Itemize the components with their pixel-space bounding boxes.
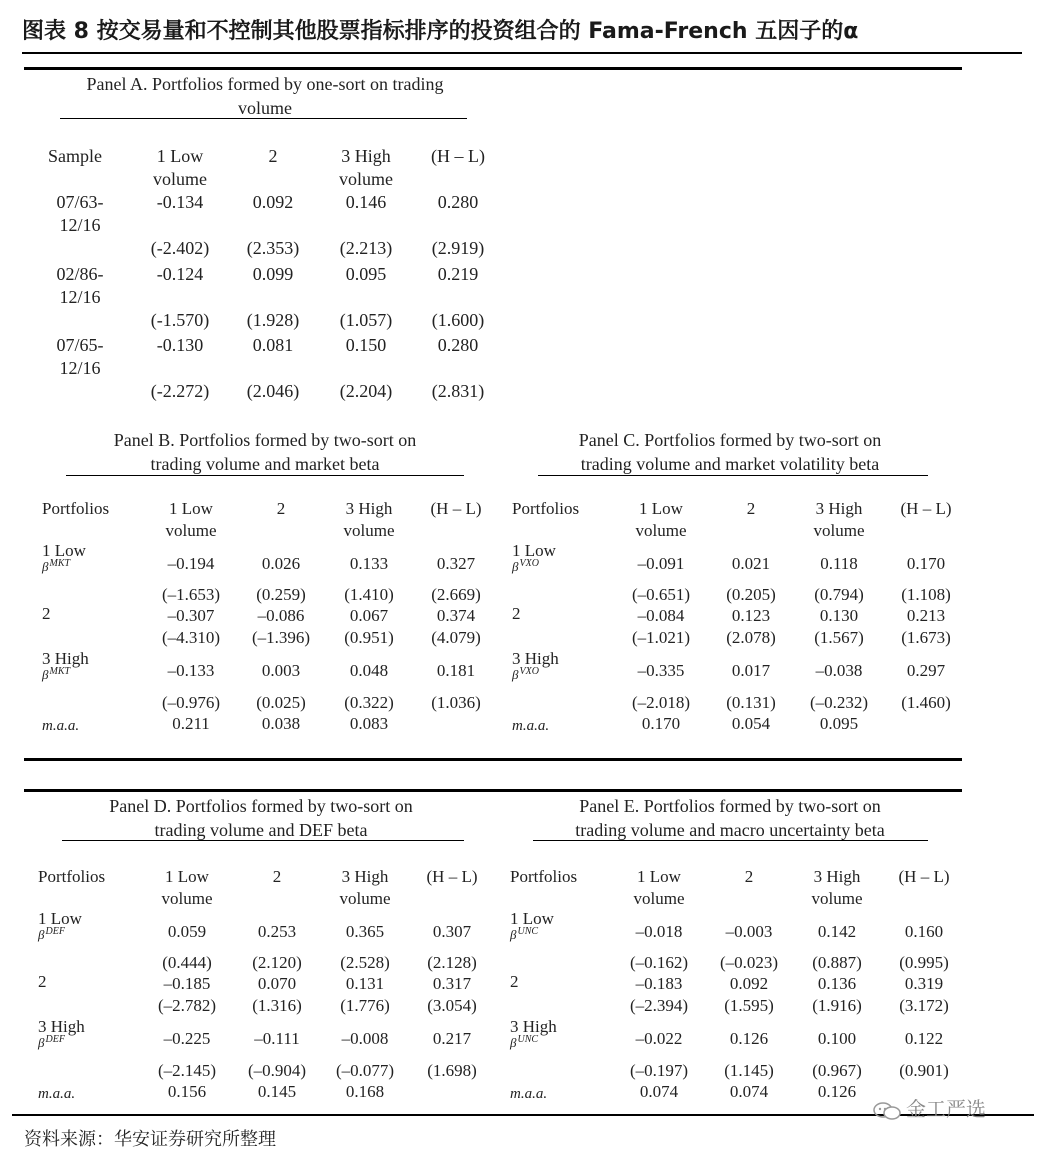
maa-value: 0.038 <box>261 714 301 733</box>
t-statistic: (1.316) <box>252 996 302 1015</box>
maa-value: 0.054 <box>731 714 771 733</box>
maa-value: 0.168 <box>345 1082 385 1101</box>
alpha-value: –0.008 <box>341 1029 389 1048</box>
t-statistic: (-2.272) <box>150 381 210 401</box>
alpha-value: 0.307 <box>432 922 472 941</box>
high-volume-header: 3 High volume <box>343 499 395 540</box>
t-statistic: (–1.396) <box>251 628 311 647</box>
portfolios-header: Portfolios <box>38 867 106 886</box>
alpha-value: 0.123 <box>731 606 771 625</box>
alpha-value: 0.017 <box>731 661 771 680</box>
t-statistic: (–0.904) <box>247 1061 307 1080</box>
t-statistic: (2.078) <box>726 628 776 647</box>
alpha-value: -0.134 <box>156 192 204 212</box>
maa-value: 0.145 <box>257 1082 297 1101</box>
alpha-value: 0.026 <box>261 554 301 573</box>
t-statistic: (–1.021) <box>631 628 691 647</box>
portfolio-row-label: 1 Low $\beta^{DEF}$ <box>38 909 82 942</box>
maa-value: 0.211 <box>172 714 210 733</box>
t-statistic: (–0.976) <box>161 693 221 712</box>
alpha-value: 0.021 <box>731 554 771 573</box>
figure-title: 图表 8 按交易量和不控制其他股票指标排序的投资组合的 Fama-French 五因子的α <box>22 19 859 44</box>
t-statistic: (2.669) <box>431 585 481 604</box>
panel-b-title: Panel B. Portfolios formed by two-sort on trading volume and market beta <box>113 430 417 474</box>
maa-label: m.a.a. <box>510 1086 548 1102</box>
portfolio-row-label: 2 <box>42 604 51 623</box>
t-statistic: (0.322) <box>344 693 394 712</box>
high-volume-header: 3 High volume <box>339 867 391 908</box>
t-statistic: (2.831) <box>431 381 485 401</box>
sample-label: 07/63- 12/16 <box>56 192 104 235</box>
t-statistic: (2.046) <box>246 381 300 401</box>
beta-symbol: $\beta^{UNC}$ <box>510 926 539 942</box>
t-statistic: (1.776) <box>340 996 390 1015</box>
alpha-value: 0.095 <box>345 264 387 284</box>
t-statistic: (0.887) <box>812 953 862 972</box>
maa-label: m.a.a. <box>512 718 550 734</box>
panel-a-title-rule <box>60 118 467 119</box>
alpha-value: 0.070 <box>257 974 297 993</box>
low-volume-header: 1 Low volume <box>633 867 685 908</box>
t-statistic: (-2.402) <box>150 238 210 258</box>
t-statistic: (2.528) <box>340 953 390 972</box>
beta-symbol: $\beta^{MKT}$ <box>42 558 71 574</box>
t-statistic: (1.057) <box>339 310 393 330</box>
portfolio-row-label: 3 High $\beta^{UNC}$ <box>510 1017 557 1050</box>
hl-header: (H – L) <box>430 499 482 518</box>
panel-c-title-rule <box>538 475 928 476</box>
portfolio-row-label: 1 Low $\beta^{UNC}$ <box>510 909 554 942</box>
t-statistic: (2.128) <box>427 953 477 972</box>
portfolio-row-label: 3 High $\beta^{VXO}$ <box>512 649 559 682</box>
alpha-value: 0.181 <box>436 661 476 680</box>
low-volume-header: 1 Low volume <box>161 867 213 908</box>
alpha-value: 0.048 <box>349 661 389 680</box>
t-statistic: (1.698) <box>427 1061 477 1080</box>
mid-volume-header: 2 <box>272 867 282 886</box>
t-statistic: (0.951) <box>344 628 394 647</box>
t-statistic: (0.995) <box>899 953 949 972</box>
alpha-value: –0.307 <box>167 606 215 625</box>
t-statistic: (–0.162) <box>629 953 689 972</box>
alpha-value: 0.126 <box>729 1029 769 1048</box>
low-volume-header: 1 Low volume <box>165 499 217 540</box>
t-statistic: (–0.023) <box>719 953 779 972</box>
panel-de-top-rule <box>24 789 962 792</box>
maa-value: 0.095 <box>819 714 859 733</box>
t-statistic: (1.916) <box>812 996 862 1015</box>
wechat-icon <box>872 1101 902 1121</box>
panel-d-title-rule <box>62 840 464 841</box>
alpha-value: 0.219 <box>437 264 479 284</box>
t-statistic: (3.054) <box>427 996 477 1015</box>
maa-value: 0.156 <box>167 1082 207 1101</box>
t-statistic: (0.259) <box>256 585 306 604</box>
portfolio-row-label: 1 Low $\beta^{MKT}$ <box>42 541 86 574</box>
beta-symbol: $\beta^{DEF}$ <box>38 926 65 942</box>
alpha-value: –0.091 <box>637 554 685 573</box>
alpha-value: 0.099 <box>252 264 294 284</box>
panel-a-header-low: 1 Low volume <box>153 146 207 189</box>
t-statistic: (2.213) <box>339 238 393 258</box>
panel-a-header-high: 3 High volume <box>339 146 393 189</box>
t-statistic: (–0.077) <box>335 1061 395 1080</box>
panel-bc-bottom-rule <box>24 758 962 761</box>
t-statistic: (0.794) <box>814 585 864 604</box>
maa-value: 0.126 <box>817 1082 857 1101</box>
alpha-value: -0.124 <box>156 264 204 284</box>
alpha-value: 0.003 <box>261 661 301 680</box>
alpha-value: –0.194 <box>167 554 215 573</box>
alpha-value: –0.003 <box>725 922 773 941</box>
alpha-value: 0.081 <box>252 335 294 355</box>
panel-a-title: Panel A. Portfolios formed by one-sort on trading volume <box>86 74 444 118</box>
portfolios-header: Portfolios <box>510 867 578 886</box>
alpha-value: –0.018 <box>635 922 683 941</box>
t-statistic: (–2.018) <box>631 693 691 712</box>
portfolios-header: Portfolios <box>512 499 580 518</box>
alpha-value: –0.183 <box>635 974 683 993</box>
alpha-value: –0.225 <box>163 1029 211 1048</box>
alpha-value: 0.092 <box>252 192 294 212</box>
alpha-value: 0.092 <box>729 974 769 993</box>
alpha-value: 0.280 <box>437 192 479 212</box>
t-statistic: (1.108) <box>901 585 951 604</box>
source-note: 资料来源：华安证券研究所整理 <box>24 1129 276 1150</box>
portfolio-row-label: 2 <box>510 972 519 991</box>
panel-e-title-rule <box>533 840 928 841</box>
alpha-value: 0.059 <box>167 922 207 941</box>
alpha-value: 0.160 <box>904 922 944 941</box>
t-statistic: (0.131) <box>726 693 776 712</box>
alpha-value: 0.130 <box>819 606 859 625</box>
t-statistic: (1.673) <box>901 628 951 647</box>
t-statistic: (4.079) <box>431 628 481 647</box>
t-statistic: (1.600) <box>431 310 485 330</box>
alpha-value: 0.213 <box>906 606 946 625</box>
alpha-value: -0.130 <box>156 335 204 355</box>
panel-b-title-rule <box>66 475 464 476</box>
maa-value: 0.074 <box>729 1082 769 1101</box>
beta-symbol: $\beta^{UNC}$ <box>510 1034 539 1050</box>
high-volume-header: 3 High volume <box>813 499 865 540</box>
portfolio-row-label: 2 <box>38 972 47 991</box>
t-statistic: (0.025) <box>256 693 306 712</box>
alpha-value: –0.185 <box>163 974 211 993</box>
alpha-value: 0.067 <box>349 606 389 625</box>
maa-value: 0.170 <box>641 714 681 733</box>
hl-header: (H – L) <box>426 867 478 886</box>
alpha-value: 0.280 <box>437 335 479 355</box>
alpha-value: –0.133 <box>167 661 215 680</box>
panel-a-header-hl: (H – L) <box>431 146 485 166</box>
alpha-value: 0.122 <box>904 1029 944 1048</box>
t-statistic: (1.567) <box>814 628 864 647</box>
t-statistic: (–0.197) <box>629 1061 689 1080</box>
alpha-value: –0.038 <box>815 661 863 680</box>
beta-symbol: $\beta^{VXO}$ <box>512 666 539 682</box>
mid-volume-header: 2 <box>276 499 286 518</box>
mid-volume-header: 2 <box>746 499 756 518</box>
alpha-value: 0.317 <box>432 974 472 993</box>
alpha-value: 0.142 <box>817 922 857 941</box>
sample-label: 02/86- 12/16 <box>56 264 104 307</box>
t-statistic: (1.145) <box>724 1061 774 1080</box>
sample-label: 07/65- 12/16 <box>56 335 104 378</box>
t-statistic: (-1.570) <box>150 310 210 330</box>
t-statistic: (0.444) <box>162 953 212 972</box>
alpha-value: 0.133 <box>349 554 389 573</box>
t-statistic: (2.120) <box>252 953 302 972</box>
hl-header: (H – L) <box>898 867 950 886</box>
maa-label: m.a.a. <box>42 718 80 734</box>
portfolio-row-label: 3 High $\beta^{DEF}$ <box>38 1017 85 1050</box>
t-statistic: (2.353) <box>246 238 300 258</box>
portfolios-header: Portfolios <box>42 499 110 518</box>
alpha-value: 0.365 <box>345 922 385 941</box>
alpha-value: 0.170 <box>906 554 946 573</box>
t-statistic: (2.919) <box>431 238 485 258</box>
t-statistic: (1.410) <box>344 585 394 604</box>
title-underline <box>22 52 1022 54</box>
t-statistic: (0.205) <box>726 585 776 604</box>
alpha-value: –0.335 <box>637 661 685 680</box>
t-statistic: (2.204) <box>339 381 393 401</box>
t-statistic: (–0.651) <box>631 585 691 604</box>
alpha-value: 0.297 <box>906 661 946 680</box>
t-statistic: (–1.653) <box>161 585 221 604</box>
panel-e-title: Panel E. Portfolios formed by two-sort on trading volume and macro uncertainty beta <box>575 796 885 840</box>
hl-header: (H – L) <box>900 499 952 518</box>
low-volume-header: 1 Low volume <box>635 499 687 540</box>
beta-symbol: $\beta^{DEF}$ <box>38 1034 65 1050</box>
alpha-value: –0.022 <box>635 1029 683 1048</box>
t-statistic: (1.036) <box>431 693 481 712</box>
t-statistic: (–2.145) <box>157 1061 217 1080</box>
panel-d-title: Panel D. Portfolios formed by two-sort on trading volume and DEF beta <box>109 796 413 840</box>
t-statistic: (3.172) <box>899 996 949 1015</box>
panel-a-header-sample: Sample <box>48 146 102 166</box>
alpha-value: 0.319 <box>904 974 944 993</box>
mid-volume-header: 2 <box>744 867 754 886</box>
t-statistic: (–2.782) <box>157 996 217 1015</box>
alpha-value: 0.100 <box>817 1029 857 1048</box>
alpha-value: –0.084 <box>637 606 685 625</box>
panel-a-top-rule <box>24 67 962 70</box>
maa-value: 0.074 <box>639 1082 679 1101</box>
t-statistic: (1.595) <box>724 996 774 1015</box>
t-statistic: (0.901) <box>899 1061 949 1080</box>
portfolio-row-label: 1 Low $\beta^{VXO}$ <box>512 541 556 574</box>
portfolio-row-label: 2 <box>512 604 521 623</box>
portfolio-row-label: 3 High $\beta^{MKT}$ <box>42 649 89 682</box>
t-statistic: (–0.232) <box>809 693 869 712</box>
alpha-value: 0.136 <box>817 974 857 993</box>
alpha-value: –0.111 <box>254 1029 300 1048</box>
alpha-value: 0.327 <box>436 554 476 573</box>
panel-c-title: Panel C. Portfolios formed by two-sort on trading volume and market volatility beta <box>578 430 882 474</box>
alpha-value: 0.217 <box>432 1029 472 1048</box>
alpha-value: 0.150 <box>345 335 387 355</box>
maa-value: 0.083 <box>349 714 389 733</box>
t-statistic: (0.967) <box>812 1061 862 1080</box>
watermark-text: 金工严选 <box>906 1097 986 1121</box>
alpha-value: –0.086 <box>257 606 305 625</box>
maa-label: m.a.a. <box>38 1086 76 1102</box>
beta-symbol: $\beta^{MKT}$ <box>42 666 71 682</box>
panel-a-header-mid: 2 <box>268 146 278 166</box>
t-statistic: (1.460) <box>901 693 951 712</box>
t-statistic: (1.928) <box>246 310 300 330</box>
watermark <box>872 1093 986 1122</box>
high-volume-header: 3 High volume <box>811 867 863 908</box>
alpha-value: 0.131 <box>345 974 385 993</box>
beta-symbol: $\beta^{VXO}$ <box>512 558 539 574</box>
t-statistic: (–4.310) <box>161 628 221 647</box>
alpha-value: 0.146 <box>345 192 387 212</box>
alpha-value: 0.374 <box>436 606 476 625</box>
alpha-value: 0.253 <box>257 922 297 941</box>
t-statistic: (–2.394) <box>629 996 689 1015</box>
alpha-value: 0.118 <box>820 554 858 573</box>
